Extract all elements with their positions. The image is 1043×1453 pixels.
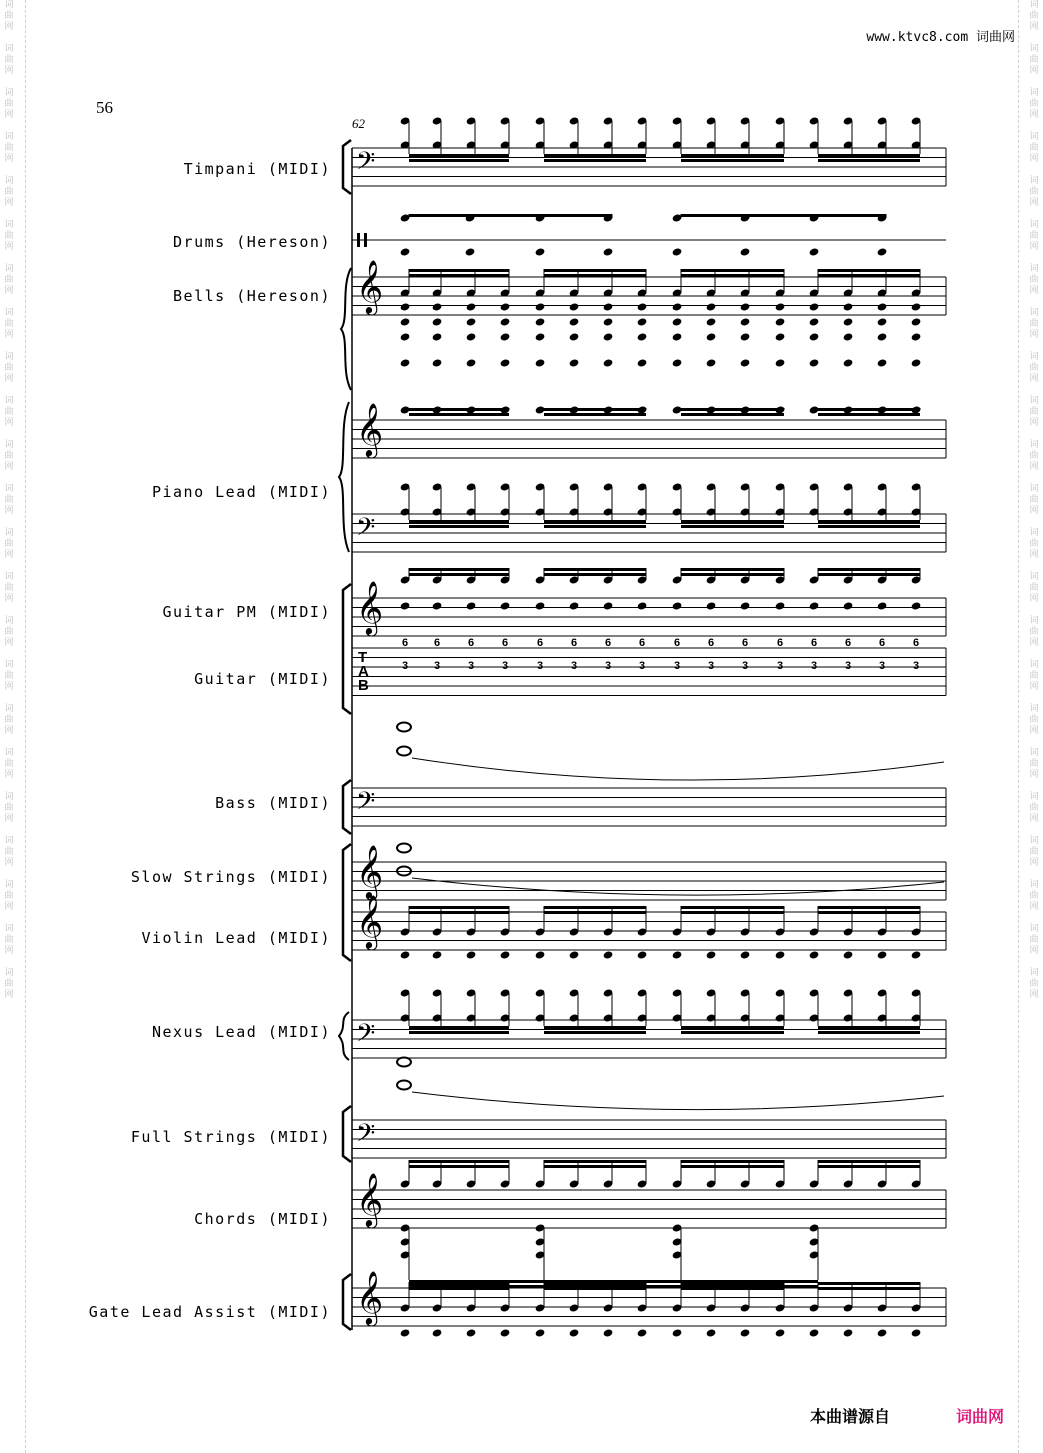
notes-timpani [400, 116, 922, 162]
staff-chords [352, 1190, 946, 1228]
svg-text:6: 6 [708, 637, 715, 649]
svg-text:3: 3 [742, 660, 749, 672]
slow-strings-whole-note-high [397, 844, 411, 853]
treble-clef-icon: 𝄞 [356, 259, 384, 313]
svg-text:6: 6 [468, 637, 475, 649]
bracket-strings [343, 844, 351, 961]
page-number: 56 [96, 98, 113, 117]
bass-clef-icon: 𝄢 [356, 147, 376, 182]
notes-guitar-pm [400, 568, 922, 611]
notes-violin-lead [400, 906, 922, 960]
staff-guitar-pm [352, 598, 946, 636]
instrument-label-guitar: Guitar (MIDI) [194, 670, 331, 688]
instrument-label-full-strings: Full Strings (MIDI) [130, 1128, 331, 1146]
svg-text:6: 6 [742, 637, 749, 649]
svg-text:6: 6 [811, 637, 818, 649]
bass-clef-icon: 𝄢 [356, 1019, 376, 1054]
footer-brand-link[interactable]: 词曲网 [956, 1407, 1005, 1426]
svg-text:6: 6 [571, 637, 578, 649]
full-strings-whole-note-high [397, 1058, 411, 1067]
treble-clef-icon: 𝄞 [356, 1172, 384, 1226]
svg-text:3: 3 [913, 660, 920, 672]
instrument-label-timpani: Timpani (MIDI) [183, 160, 331, 178]
tab-clef [358, 649, 369, 694]
notes-piano-lead-treble [400, 405, 922, 416]
instrument-label-bells: Bells (Hereson) [173, 287, 331, 305]
full-strings-tie-icon [412, 1092, 944, 1110]
svg-text:3: 3 [468, 660, 475, 672]
percussion-clef-icon-b [364, 233, 367, 247]
instrument-label-guitar-pm: Guitar PM (MIDI) [162, 603, 331, 621]
bracket-timpani [343, 140, 351, 194]
instrument-label-bass: Bass (MIDI) [215, 794, 331, 812]
svg-text:6: 6 [879, 637, 886, 649]
svg-text:6: 6 [434, 637, 441, 649]
staff-bass [352, 788, 946, 826]
svg-text:3: 3 [708, 660, 715, 672]
left-watermark-text: 词 曲 网 词 曲 网 词 曲 网 词 曲 网 词 曲 网 词 曲 网 词 曲 网 词 曲 网 词 曲 网 词 曲 网 词 曲 网 词 曲 网 词 曲 网 词 曲 网 词 曲 网 词 曲 网 词 曲 网 词 曲 网 词 曲 网 词 曲 网 词 曲 网 词 曲 网 词 曲 网 [4, 0, 14, 1000]
bracket-gate-lead [343, 1274, 351, 1330]
notes-chords-lower [400, 1223, 820, 1288]
svg-text:3: 3 [811, 660, 818, 672]
svg-text:3: 3 [879, 660, 886, 672]
svg-text:6: 6 [674, 637, 681, 649]
bass-whole-note-high [397, 723, 411, 732]
bass-clef-icon: 𝄢 [356, 1119, 376, 1154]
notes-chords-upper [400, 1160, 922, 1189]
treble-clef-icon: 𝄞 [356, 894, 384, 948]
site-name[interactable]: 词曲网 [975, 30, 1015, 45]
svg-text:6: 6 [537, 637, 544, 649]
instrument-label-nexus-lead: Nexus Lead (MIDI) [151, 1023, 331, 1041]
notes-drums [400, 213, 888, 256]
svg-text:3: 3 [605, 660, 612, 672]
svg-text:B: B [358, 677, 369, 694]
svg-text:6: 6 [402, 637, 409, 649]
full-strings-whole-note-low [397, 1081, 411, 1090]
staff-guitar-tab [352, 648, 946, 696]
svg-text:3: 3 [502, 660, 509, 672]
svg-text:6: 6 [777, 637, 784, 649]
instrument-label-slow-strings: Slow Strings (MIDI) [130, 868, 331, 886]
instrument-label-drums: Drums (Hereson) [173, 233, 331, 251]
measure-number: 62 [352, 116, 365, 131]
brace-piano-lead [339, 402, 349, 552]
treble-clef-icon: 𝄞 [356, 402, 384, 456]
notes-bells [400, 269, 922, 368]
svg-text:3: 3 [674, 660, 681, 672]
svg-text:A: A [358, 663, 369, 680]
footer-source-text: 本曲谱源自 [810, 1407, 891, 1426]
svg-text:3: 3 [845, 660, 852, 672]
svg-text:3: 3 [777, 660, 784, 672]
bass-clef-icon: 𝄢 [356, 787, 376, 822]
svg-text:3: 3 [571, 660, 578, 672]
svg-text:3: 3 [537, 660, 544, 672]
svg-text:6: 6 [502, 637, 509, 649]
right-watermark-text: 词 曲 网 词 曲 网 词 曲 网 词 曲 网 词 曲 网 词 曲 网 词 曲 网 词 曲 网 词 曲 网 词 曲 网 词 曲 网 词 曲 网 词 曲 网 词 曲 网 词 曲 网 词 曲 网 词 曲 网 词 曲 网 词 曲 网 词 曲 网 词 曲 网 词 曲 网 词 曲 网 [1029, 0, 1039, 1000]
bracket-full-strings [343, 1106, 351, 1162]
svg-text:T: T [358, 649, 368, 666]
instrument-label-chords: Chords (MIDI) [194, 1210, 331, 1228]
svg-text:3: 3 [639, 660, 646, 672]
bracket-guitar [343, 584, 351, 714]
instrument-label-violin-lead: Violin Lead (MIDI) [141, 929, 331, 947]
instrument-label-gate-lead-assist: Gate Lead Assist (MIDI) [88, 1303, 331, 1321]
notes-nexus-lead [400, 988, 922, 1034]
bass-tie-icon [412, 758, 944, 780]
svg-text:6: 6 [845, 637, 852, 649]
treble-clef-icon: 𝄞 [356, 844, 384, 898]
notes-piano-lead-bass [400, 482, 922, 528]
site-url[interactable]: www.ktvc8.com [866, 30, 969, 45]
svg-text:6: 6 [639, 637, 646, 649]
brace-bells [341, 268, 351, 390]
svg-text:3: 3 [402, 660, 409, 672]
percussion-clef-icon [357, 233, 360, 247]
instrument-label-piano-lead: Piano Lead (MIDI) [151, 483, 331, 501]
svg-text:6: 6 [605, 637, 612, 649]
svg-text:3: 3 [434, 660, 441, 672]
treble-clef-icon: 𝄞 [356, 1270, 384, 1324]
staff-piano-lead-treble [352, 420, 946, 458]
bass-whole-note-low [397, 747, 411, 756]
bracket-bass [343, 780, 351, 834]
bass-clef-icon: 𝄢 [356, 513, 376, 548]
staff-full-strings [352, 1120, 946, 1158]
brace-nexus-lead [339, 1012, 349, 1060]
notes-gate-lead-assist [400, 1282, 922, 1338]
svg-text:6: 6 [913, 637, 920, 649]
treble-clef-icon: 𝄞 [356, 580, 384, 634]
